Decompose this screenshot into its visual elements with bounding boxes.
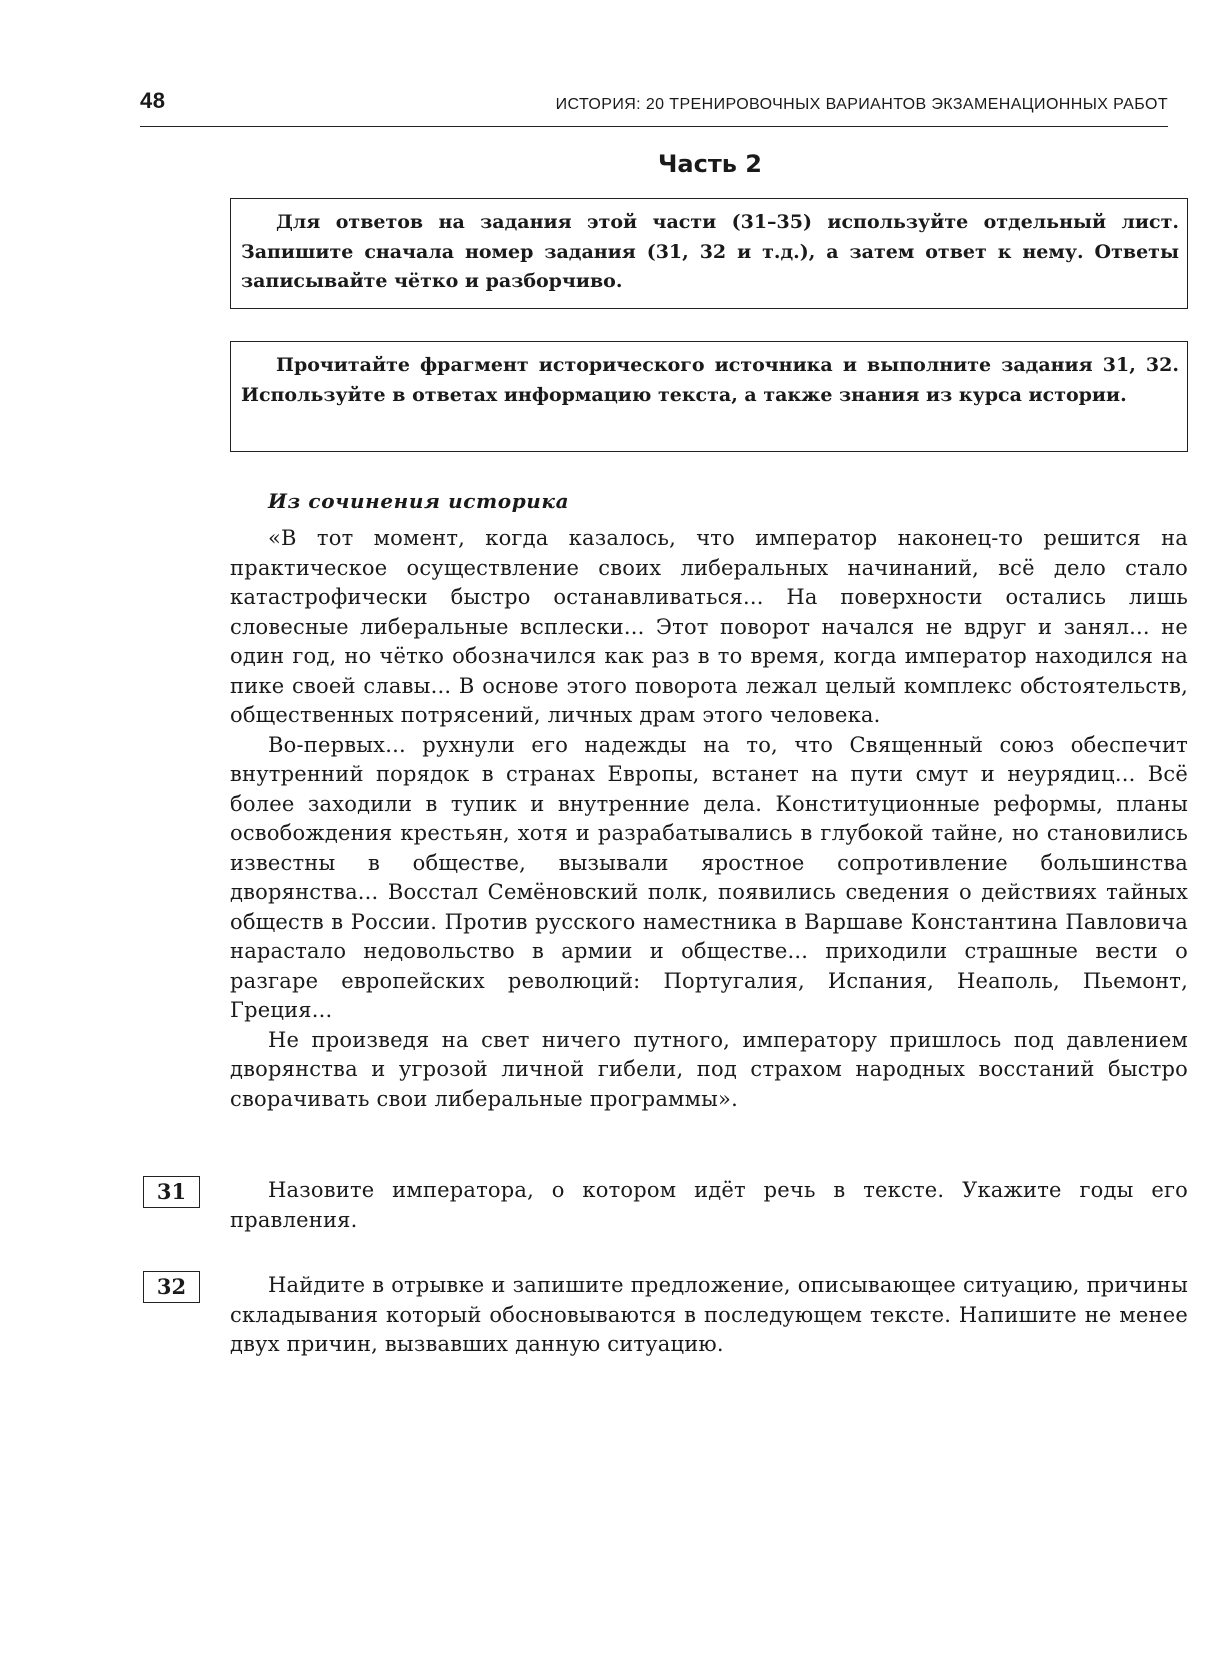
source-paragraph: «В тот момент, когда казалось, что император наконец-то решится на практическое осуществление своих либеральных начинаний, всё дело стало катастрофически быстро останавливаться... На поверхности остались лишь словесные либеральные всплески... Этот поворот начался не вдруг и занял... не один год, но чётко обозначился как раз в то время, когда император находился на пике своей славы... В основе этого поворота лежал целый комплекс обстоятельств, общественных потрясений, личных драм этого человека. — [230, 526, 1188, 727]
instruction-box-source: Прочитайте фрагмент исторического источника и выполните задания 31, 32. Используйте в ответах информацию текста, а также знания из курса истории. — [230, 341, 1188, 452]
source-paragraph: Во-первых... рухнули его надежды на то, что Священный союз обеспечит внутренний порядок в странах Европы, встанет на пути смут и неурядиц... Всё более заходили в тупик и внутренние дела. Конституционные реформы, планы освобождения крестьян, хотя и разрабатывались в глубокой тайне, но становились известны в обществе, вызывали яростное сопротивление большинства дворянства... Восстал Семёновский полк, появились сведения о действиях тайных обществ в России. Против русского наместника в Варшаве Константина Павловича нарастало недовольство в армии и обществе... приходили страшные вести о разгаре европейских революций: Португалия, Испания, Неаполь, Пьемонт, Греция... — [230, 732, 1188, 1022]
page-number: 48 — [140, 88, 166, 113]
source-fragment — [230, 524, 1188, 1114]
task-number-32: 32 — [143, 1271, 200, 1303]
instruction-box-answers: Для ответов на задания этой части (31–35) используйте отдельный лист. Запишите сначала номер задания (31, 32 и т.д.), а затем ответ к нему. Ответы записывайте чётко и разборчиво. — [230, 198, 1188, 309]
source-heading: Из сочинения историка — [268, 489, 570, 513]
task-text-31: Назовите императора, о котором идёт речь в тексте. Укажите годы его правления. — [230, 1178, 1188, 1232]
running-title: ИСТОРИЯ: 20 ТРЕНИРОВОЧНЫХ ВАРИАНТОВ ЭКЗАМЕНАЦИОННЫХ РАБОТ — [555, 96, 1168, 113]
task-number-31: 31 — [143, 1176, 200, 1208]
source-paragraph: Не произведя на свет ничего путного, императору пришлось под давлением дворянства и угрозой личной гибели, под страхом народных восстаний быстро сворачивать свои либеральные программы». — [230, 1027, 1188, 1111]
header-rule — [140, 126, 1168, 127]
task-text-32: Найдите в отрывке и запишите предложение, описывающее ситуацию, причины складывания который обосновываются в последующем тексте. Напишите не менее двух причин, вызвавших данную ситуацию. — [230, 1273, 1188, 1356]
section-title: Часть 2 — [658, 150, 762, 178]
